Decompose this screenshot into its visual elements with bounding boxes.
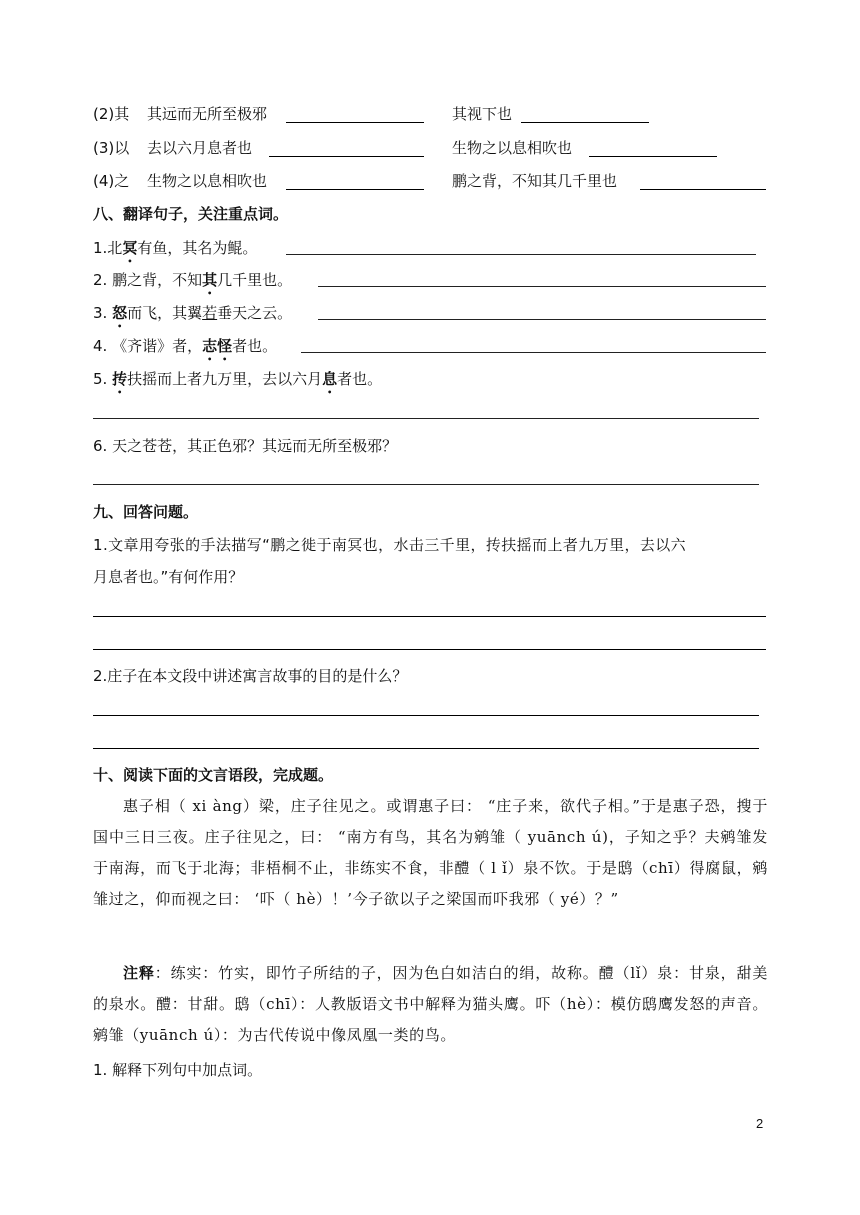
s8-4-answer-line[interactable] — [301, 352, 766, 353]
s8-sentence-5: 5. 抟扶摇而上者九万里，去以六月息者也。 — [93, 370, 383, 388]
q7-row-3-num: (3)以 — [93, 139, 130, 157]
section-9-title: 九、回答问题。 — [93, 503, 199, 521]
s8-5-key2: 息 — [322, 370, 338, 388]
page-number: 2 — [756, 1116, 764, 1131]
s10-passage: 惠子相（ xi àng）梁，庄子往见之。或谓惠子曰： “庄子来，欲代子相。”于是惠子恐，搜于国中三日三夜。庄子往见之，曰： “南方有鸟，其名为鹓雏（ yuānch ú)，子知之乎？夫鹓雏发于南海，而飞于北海；非梧桐不止，非练实不食，非醴（ l ǐ）泉不饮。于是鸱（chī）得腐鼠，鹓雏过之，仰而视之曰： ‘吓（ hè）！’今子欲以子之梁国而吓我邪（ yé）？” — [93, 797, 768, 908]
q7-row-2-b-blank[interactable] — [521, 122, 649, 123]
s8-sentence-6: 6. 天之苍苍，其正色邪？其远而无所至极邪？ — [93, 437, 398, 455]
s10-notes: 注释：练实：竹实，即竹子所结的子，因为色白如洁白的绢，故称。醴（lǐ）泉：甘泉，甜美的泉水。醴：甘甜。鸱（chī）：人教版语文书中解释为猫头鹰。吓（hè）：模仿鸱鹰发怒的声音。鹓雏（yuānch ú）：为古代传说中像凤凰一类的鸟。 — [93, 964, 768, 1044]
s9-q2: 2.庄子在本文段中讲述寓言故事的目的是什么？ — [93, 667, 408, 685]
s8-1-key: 冥 — [122, 239, 138, 257]
s8-2-key: 其 — [202, 271, 218, 289]
s8-sentence-4: 4. 《齐谐》者，志怪者也。 — [93, 337, 278, 355]
q7-row-2-num: (2)其 — [93, 105, 130, 123]
s8-3-answer-line[interactable] — [318, 319, 766, 320]
section-8-title: 八、翻译句子，关注重点词。 — [93, 205, 289, 223]
s8-sentence-1: 1.北冥有鱼，其名为鲲。 — [93, 239, 258, 257]
s9-q1-line2: 月息者也。”有何作用？ — [93, 568, 244, 586]
s8-3-underlined: 若 — [202, 304, 218, 322]
s8-1-answer-line[interactable] — [286, 254, 756, 255]
section-10-title: 十、阅读下面的文言语段，完成题。 — [93, 766, 334, 784]
q7-row-3-b: 生物之以息相吹也 — [452, 139, 573, 157]
q7-row-2-a: 其远而无所至极邪 — [147, 105, 268, 123]
s8-sentence-3: 3. 怒而飞，其翼若垂天之云。 — [93, 304, 293, 322]
s9-q1-line1: 1.文章用夸张的手法描写“鹏之徙于南冥也，水击三千里，抟扶摇而上者九万里，去以六 — [93, 536, 687, 554]
s8-4-key: 志怪 — [202, 337, 233, 355]
s9-q1-answer-line-1[interactable] — [93, 616, 766, 617]
s8-5-answer-line[interactable] — [93, 418, 759, 419]
s8-sentence-2: 2. 鹏之背，不知其几千里也。 — [93, 271, 293, 289]
s9-q2-answer-line-2[interactable] — [93, 748, 759, 749]
s8-5-key: 抟 — [112, 370, 128, 388]
q7-row-3-b-blank[interactable] — [589, 156, 717, 157]
s10-notes-label: 注释 — [123, 964, 155, 982]
s10-q1: 1. 解释下列句中加点词。 — [93, 1061, 263, 1079]
s9-q2-answer-line-1[interactable] — [93, 715, 759, 716]
q7-row-3-a: 去以六月息者也 — [147, 139, 253, 157]
q7-row-4-a: 生物之以息相吹也 — [147, 172, 268, 190]
q7-row-4-b-blank[interactable] — [640, 189, 766, 190]
q7-row-4-b: 鹏之背，不知其几千里也 — [452, 172, 618, 190]
s8-2-answer-line[interactable] — [318, 286, 766, 287]
q7-row-2-b: 其视下也 — [452, 105, 513, 123]
q7-row-3-a-blank[interactable] — [269, 156, 424, 157]
s8-6-answer-line[interactable] — [93, 484, 759, 485]
q7-row-4-num: (4)之 — [93, 172, 130, 190]
s9-q1-answer-line-2[interactable] — [93, 649, 766, 650]
s8-3-key: 怒 — [112, 304, 128, 322]
q7-row-4-a-blank[interactable] — [286, 189, 424, 190]
q7-row-2-a-blank[interactable] — [286, 122, 424, 123]
